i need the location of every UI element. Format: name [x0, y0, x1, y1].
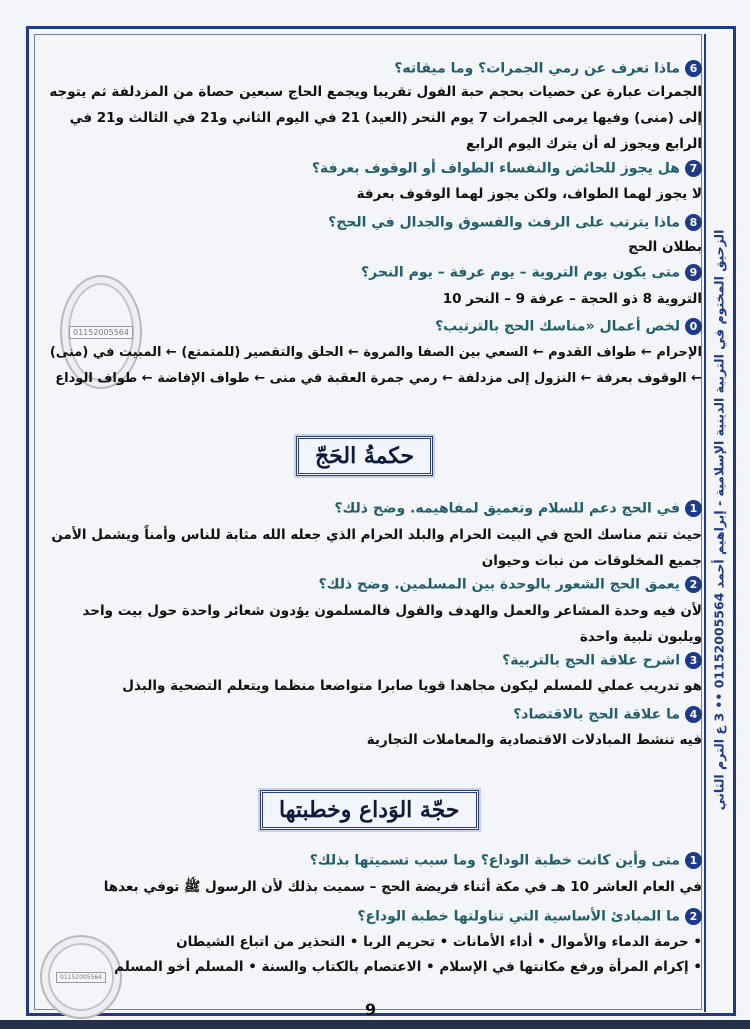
section-title-farewell-pilgrimage: حجّة الوَداع وخطبتها	[260, 790, 479, 830]
answer-8: بطلان الحج	[628, 239, 702, 255]
question-s3-2	[40, 908, 702, 925]
section-title-hajj-wisdom: حكمةُ الحَجّ	[296, 436, 433, 476]
question-8	[40, 214, 702, 231]
question-text: ماذا تعرف عن رمي الجمرات؟ وما ميقاته؟	[394, 60, 680, 77]
question-text: ما علاقة الحج بالاقتصاد؟	[513, 706, 680, 723]
question-10	[40, 318, 702, 335]
question-text: يعمق الحج الشعور بالوحدة بين المسلمين. وضح ذلك؟	[318, 576, 680, 593]
question-number-badge: 9	[685, 264, 702, 281]
question-number-badge: 0	[685, 318, 702, 335]
question-s2-1	[40, 500, 702, 517]
answer-s2-4: فيه تنشط المبادلات الاقتصادية والمعاملات التجارية	[366, 732, 702, 748]
question-text: ما المبادئ الأساسية التي تناولتها خطبة الوداع؟	[357, 908, 680, 925]
answer-7: لا يجوز لهما الطواف، ولكن يجوز لهما الوقوف بعرفة	[356, 186, 702, 202]
question-s2-2	[40, 576, 702, 593]
principle-list-line-1: • حرمة الدماء والأموال • أداء الأمانات • تحريم الربا • التحذير من اتباع الشيطان	[176, 934, 702, 950]
question-text: اشرح علاقة الحج بالتربية؟	[502, 652, 680, 669]
question-number-badge: 6	[685, 60, 702, 77]
answer-s3-1: في العام العاشر 10 هـ في مكة أثناء فريضة الحج – سميت بذلك لأن الرسول ﷺ توفي بعدها	[103, 879, 702, 895]
bottom-strip	[0, 1020, 750, 1029]
question-text: في الحج دعم للسلام وتعميق لمفاهيمه. وضح ذلك؟	[334, 500, 680, 517]
question-text: لخص أعمال «مناسك الحج بالترتيب؟	[435, 318, 680, 335]
question-6	[40, 60, 702, 77]
question-number-badge: 4	[685, 706, 702, 723]
question-text: متى وأين كانت خطبة الوداع؟ وما سبب تسميتها بذلك؟	[309, 852, 680, 869]
question-7	[40, 160, 702, 177]
answer-10: الإحرام ← طواف القدوم ← السعي بين الصفا والمروة ← الحلق والتقصير (للمتمتع) ← المبيت في (منى) ← الوقوف بعرفة ← النزول إلى مزدلفة ← رمي جمرة العقبة في منى ← طواف الإفاضة ← طواف الوداع	[49, 345, 702, 386]
page-number: 9	[365, 1000, 377, 1019]
question-number-badge: 1	[685, 500, 702, 517]
question-s2-3	[40, 652, 702, 669]
answer-s2-2: لأن فيه وحدة المشاعر والعمل والهدف والقول فالمسلمون يؤدون شعائر واحدة حول بيت واحد ويلبون تلبية واحدة	[82, 603, 702, 645]
question-number-badge: 2	[685, 908, 702, 925]
question-text: متى يكون يوم التروية – يوم عرفة – يوم النحر؟	[361, 264, 680, 281]
question-number-badge: 2	[685, 576, 702, 593]
question-number-badge: 7	[685, 160, 702, 177]
question-number-badge: 3	[685, 652, 702, 669]
question-s2-4	[40, 706, 702, 723]
stamp-phone: 01152005564	[69, 326, 133, 339]
question-9	[40, 264, 702, 281]
question-text: ماذا يترتب على الرفث والفسوق والجدال في الحج؟	[328, 214, 680, 231]
answer-9: التروية 8 ذو الحجة – عرفة 9 – النحر 10	[442, 291, 702, 307]
answer-s2-3: هو تدريب عملي للمسلم ليكون مجاهدا قويا صابرا متواضعا منظما ويتعلم التضحية والبذل	[122, 678, 702, 694]
question-text: هل يجوز للحائض والنفساء الطواف أو الوقوف بعرفة؟	[311, 160, 680, 177]
question-number-badge: 1	[685, 852, 702, 869]
answer-s2-1: حيث تتم مناسك الحج في البيت الحرام والبلد الحرام الذي جعله الله مثابة للناس وأمناً ويشمل الأمن جميع المخلوقات من نبات وحيوان	[51, 527, 702, 569]
question-s3-1	[40, 852, 702, 869]
principle-list-line-2: • إكرام المرأة ورفع مكانتها في الإسلام • الاعتصام بالكتاب والسنة • المسلم أخو المسلم	[114, 959, 702, 975]
question-number-badge: 8	[685, 214, 702, 231]
answer-6: الجمرات عبارة عن حصيات بحجم حبة الفول تقريبا ويجمع الحاج سبعين حصاة من المزدلفة ثم يتوجه إلى (منى) وفيها يرمى الجمرات 7 يوم النحر (العيد) 21 في اليوم الثاني و21 في الثالث و21 في الرابع ويجوز له أن يترك اليوم الرابع	[49, 84, 702, 152]
stamp-phone: 01152005564	[56, 972, 106, 983]
side-band-text: الزحيق المختوم في التربية الدينية الإسلامية - إبراهيم أحمد 01152005564 •• 3 ع الترم الثاني	[711, 229, 727, 811]
